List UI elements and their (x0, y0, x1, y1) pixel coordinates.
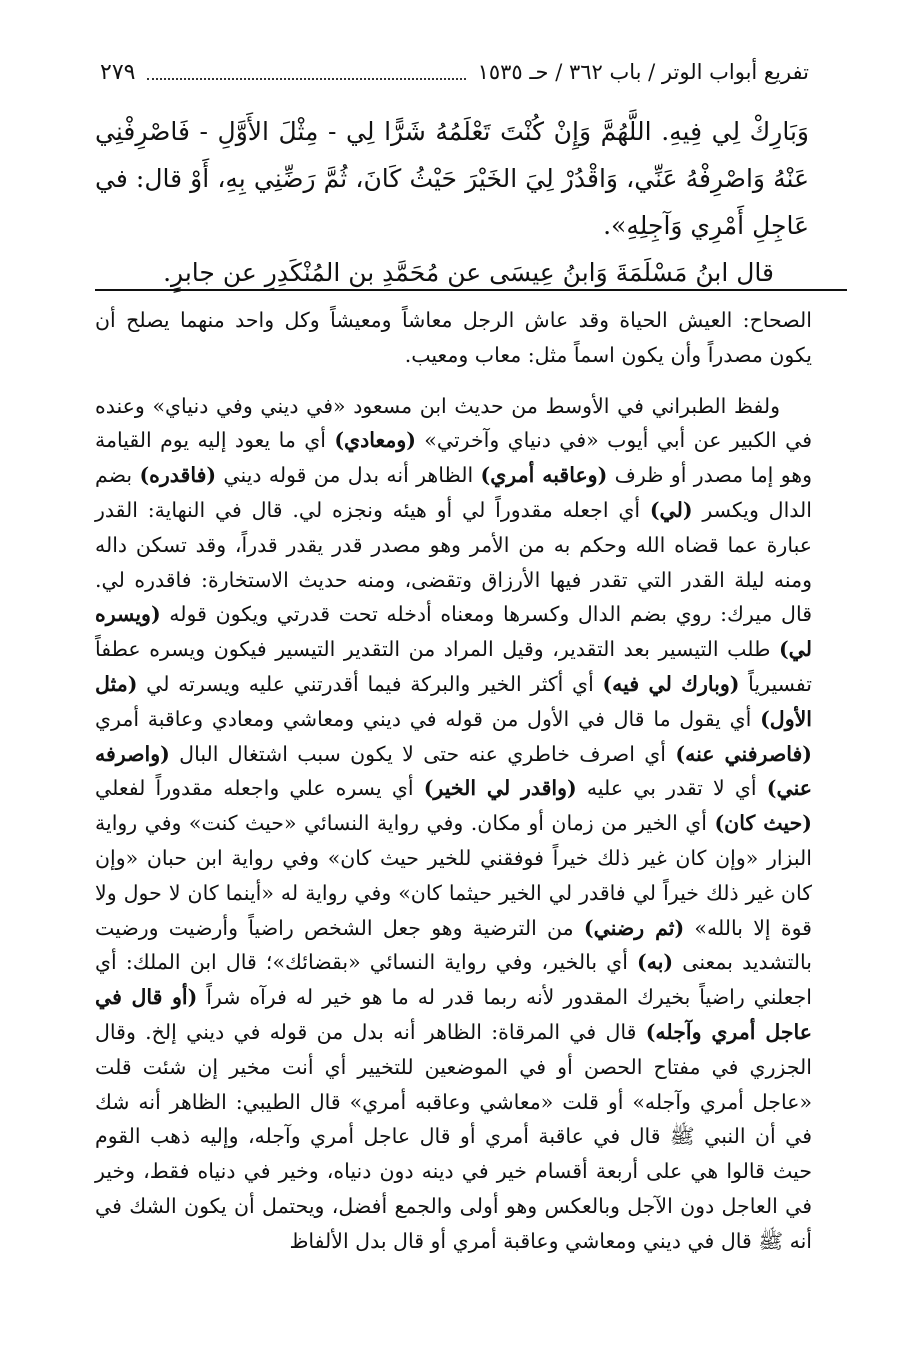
commentary-keyword: (فاقدره) (139, 463, 217, 488)
commentary-text: أي لا تقدر بي عليه (576, 776, 767, 801)
commentary-text: من الترضية وهو جعل الشخص راضياً وأرضيت ورضيت بالتشديد بمعنى (95, 915, 812, 975)
header-dotted-leader (147, 64, 465, 80)
hadith-text (95, 108, 809, 296)
commentary-text: أي اصرف خاطري عنه حتى لا يكون سبب اشتغال البال (169, 741, 676, 766)
commentary-keyword: (مثل الأول) (95, 671, 812, 731)
commentary-text: أي بالخير، وفي رواية النسائي «بقضائك»؛ قال ابن الملك: أي اجعلني راضياً بخيرك المقدور لأنه ربما قدر له ما هو خير له فرآه شراً (95, 950, 812, 1010)
commentary-paragraph-2 (95, 389, 812, 1259)
hadith-chain-note: قال ابنُ مَسْلَمَةَ وَابنُ عِيسَى عن مُحَمَّدِ بن المُنْكَدِرِ عن جابرٍ. (163, 258, 774, 287)
header-title: تفريع أبواب الوتر / باب ٣٦٢ / حـ ١٥٣٥ (477, 60, 809, 84)
commentary-text: أي يقول ما قال في الأول من قوله في ديني ومعاشي ومعادي وعاقبة أمري (95, 706, 761, 731)
commentary-keyword: (واصرفه عني) (95, 741, 812, 801)
commentary-text: قال في المرقاة: الظاهر أنه بدل من قوله في ديني إلخ. وقال الجزري في مفتاح الحصن أو في الموضعين للتخيير أي أنت مخير إن شئت قلت «عاجل أمري وآجله» أو قلت «معاشي وعاقبه أمري» قال الطيبي: الظاهر أنه شك في أن النبي ﷺ قال في عاقبة أمري أو قال عاجل أمري وآجله، وإليه ذهب القوم حيث قالوا هي على أربعة أقسام خير في دينه دون دنياه، وخير في دنياه فقط، وخير في العاجل دون الآجل وبالعكس وهو أولى والجمع أفضل، ويحتمل أن يكون الشك في أنه ﷺ قال في ديني ومعاشي وعاقبة أمري أو قال بدل الألفاظ (95, 1019, 812, 1253)
commentary-keyword: (حيث كان) (714, 811, 812, 836)
commentary-keyword: (لي) (649, 497, 693, 522)
commentary-keyword: (أو قال في عاجل أمري وآجله) (95, 985, 812, 1044)
commentary-text: أي أكثر الخير والبركة فيما أقدرتني عليه ويسرته لي (137, 671, 603, 696)
commentary-keyword: (واقدر لي الخير) (423, 776, 577, 801)
commentary-paragraph-1: الصحاح: العيش الحياة وقد عاش الرجل معاشاً ومعيشاً وكل واحد منهما يصلح أن يكون مصدراً وأن يكون اسماً مثل: معاب ومعيب. (95, 308, 812, 367)
running-header (100, 52, 809, 92)
commentary-keyword: (ويسره لي) (95, 602, 812, 662)
commentary-text: أي اجعله مقدوراً لي أو هيئه ونجزه لي. قال في النهاية: القدر عبارة عما قضاه الله وحكم به من الأمر وهو مصدر قدر يقدر قدراً، وقد تسكن داله ومنه ليلة القدر التي تقدر فيها الأرزاق وتقضى، ومنه حديث الاستخارة: فاقدره لي. قال ميرك: روي بضم الدال وكسرها ومعناه أدخله تحت قدرتي ويكون قوله (95, 497, 812, 627)
commentary-keyword: (ثم رضني) (583, 915, 685, 940)
commentary-keyword: (وعاقبه أمري) (480, 463, 608, 488)
commentary-text: أي يسره علي واجعله مقدوراً لفعلي (95, 776, 424, 801)
commentary-text: بضم الدال ويكسر (95, 463, 812, 522)
commentary-text: الظاهر أنه بدل من قوله ديني (216, 463, 481, 488)
commentary (95, 303, 812, 1259)
commentary-keyword: (فاصرفني عنه) (675, 741, 813, 766)
commentary-text: أي ما يعود إليه يوم القيامة وهو إما مصدر أو ظرف (95, 428, 812, 488)
footnote-divider (95, 289, 847, 291)
commentary-text: طلب التيسير بعد التقدير، وقيل المراد من التقدير التيسير فيكون ويسره عطفاً تفسيرياً (95, 637, 812, 696)
page-number: ٢٧٩ (100, 59, 136, 85)
commentary-keyword: (ومعادي) (334, 428, 416, 453)
commentary-text: أي الخير من زمان أو مكان. وفي رواية النسائي «حيث كنت» وفي رواية البزار «وإن كان غير ذلك خيراً فوفقني للخير حيث كان» وفي رواية ابن حبان «وإن كان غير ذلك خيراً لي فاقدر لي الخير حيثما كان» وفي رواية له «أينما كان لا حول ولا قوة إلا بالله» (95, 811, 812, 940)
commentary-text: ولفظ الطبراني في الأوسط من حديث ابن مسعود «في ديني وفي دنياي» وعنده في الكبير عن أبي أيوب «في دنياي وآخرتي» (95, 393, 813, 453)
commentary-keyword: (به) (637, 950, 674, 975)
hadith-paragraph: وَبَارِكْ لِي فِيهِ. اللَّهُمَّ وَإِنْ كُنْتَ تَعْلَمُهُ شَرًّا لِي - مِثْلَ الأَوَّلِ - فَاصْرِفْنِي عَنْهُ وَاصْرِفْهُ عَنِّي، وَاقْدُرْ لِيَ الخَيْرَ حَيْثُ كَانَ، ثُمَّ رَضِّنِي بِهِ، أَوْ قال: في عَاجِلِ أَمْرِي وَآجِلِهِ». (95, 117, 809, 240)
commentary-keyword: (وبارك لي فيه) (602, 671, 740, 696)
